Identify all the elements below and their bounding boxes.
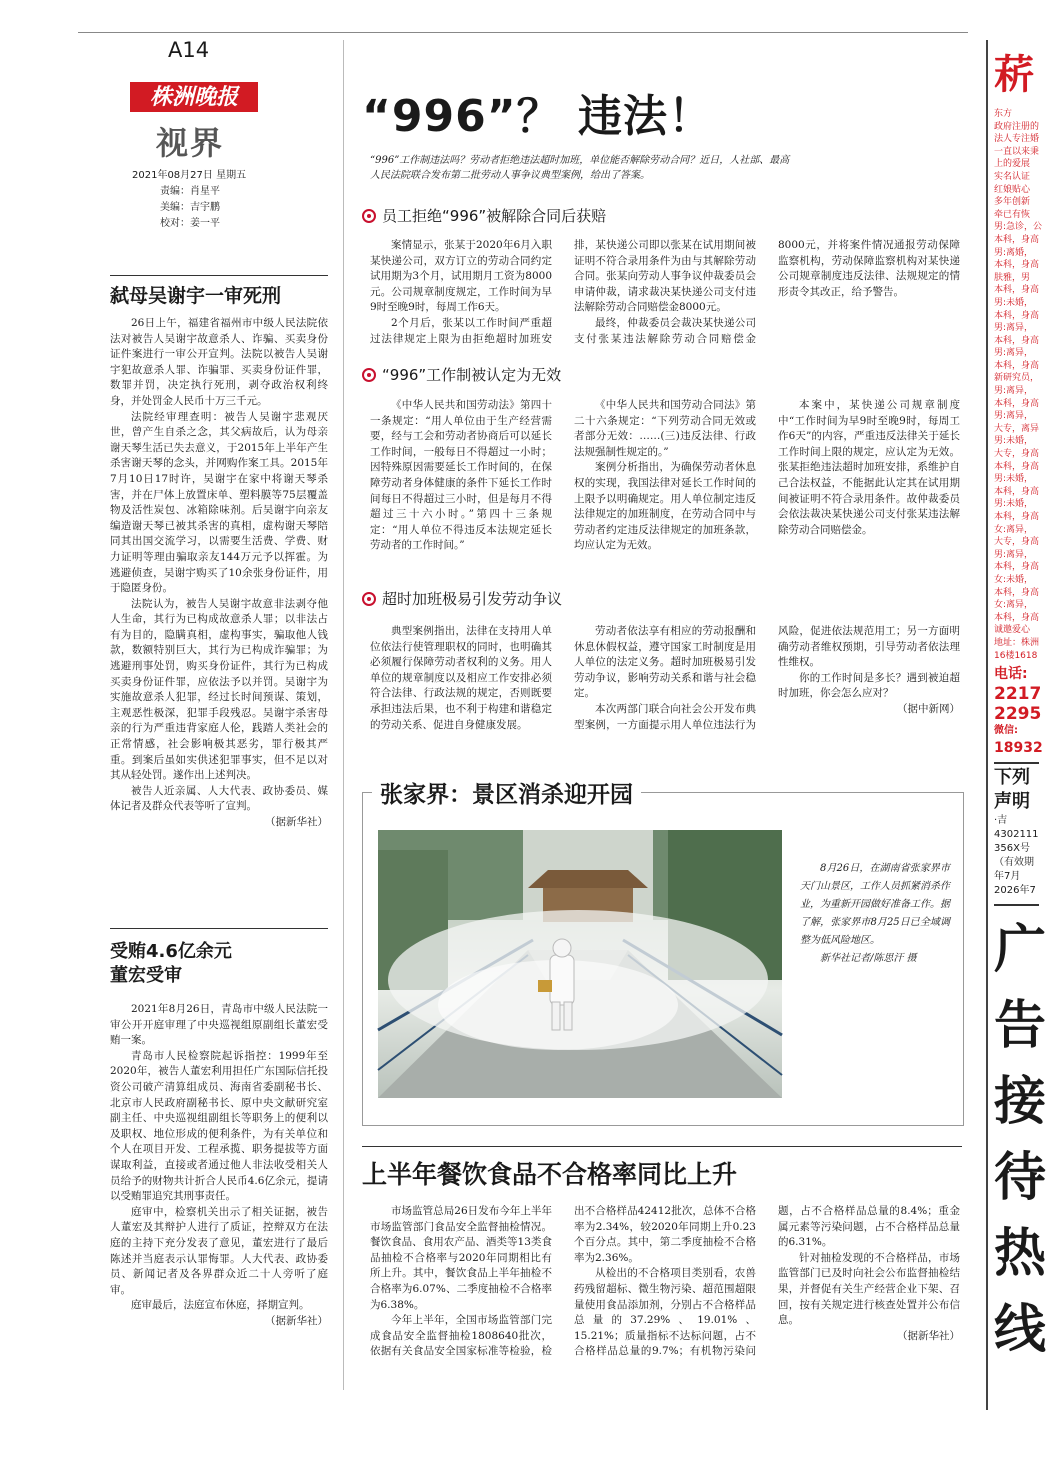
sidebar-line: 16楼1618 — [994, 650, 1038, 661]
paragraph: 案例分析指出，为确保劳动者休息权的实现，我国法律对延长工作时间的上限予以明确规定。用人单位制定违反法律规定的加班制度，在劳动合同中与劳动者约定违反法律规定的加班条款，均应认定为无效。 — [574, 461, 756, 552]
paragraph: 被告人近亲属、人大代表、政协委员、媒体记者及群众代表等听了宣判。 — [110, 784, 328, 813]
paragraph: 《中华人民共和国劳动法》第四十一条规定：“用人单位由于生产经营需要，经与工会和劳动者协商后可以延长工作时间，一般每日不得超过一小时；因特殊原因需要延长工作时间的，在保障劳动者身体健康的条件下延长工作时间每日不得超过三小时，但是每月不得超过三十六小时。”第四十三条规定：“用人单位不得违反本法规定延长劳动者的工作时间。” — [370, 399, 552, 552]
notice-line: 4302111 — [994, 829, 1039, 841]
paragraph: 法院认为，被告人吴谢宇故意非法剥夺他人生命，其行为已构成故意杀人罪；以非法占有为目的，隐瞒真相，虚构事实，骗取他人钱款，数额特别巨大，其行为已构成诈骗罪；为逃避刑事处罚，购买身份证件，其行为已构成买卖身份证件罪，应依法予以并罚。吴谢宇为实施故意杀人犯罪，经过长时间预谋、策划，主观恶性极深，犯罪手段残忍。吴谢宇杀害母亲的行为严重违背家庭人伦，践踏人类社会的正常情感，社会影响极其恶劣，罪行极其严重。到案后虽如实供述犯罪事实，但不足以对其从轻处罚。遂作出上述判决。 — [110, 597, 328, 782]
notice-line: 356X号 — [994, 843, 1030, 855]
sidebar-line: 男:未婚， — [994, 436, 1034, 447]
article-source: （据新华社） — [265, 1314, 328, 1327]
sidebar-line: 红娘贴心 — [994, 184, 1031, 195]
paragraph: 今年上半年，全国市场监管部门完成食品安全监督抽检1808640批次，依据有关食品安全国家标准等检验，检出不合格样品42412批次，总体不合格率为2.34%，较2020年同期上升0.23个百分点。其中，第二季度抽检不合格率为2.36%。 — [370, 1205, 756, 1358]
sidebar-line: 上的爱展 — [994, 159, 1031, 170]
notice-line: ·吉 — [994, 815, 1008, 827]
title-line: 董宏受审 — [110, 965, 182, 986]
sidebar-line: 大专，身高 — [994, 537, 1040, 548]
paragraph: 2个月后，张某以工作时间严重超过法律规定上限为由拒绝超时加班安排，某快递公司即以张某在试用期间被证明不符合录用条件为由与其解除劳动合同。张某向劳动人事争议仲裁委员会申请仲裁，请求裁决某快递公司支付违法解除劳动合同赔偿金8000元。 — [370, 239, 756, 345]
sidebar-line: 法人专注婚 — [994, 134, 1040, 145]
article-wu-title: 弑母吴谢宇一审死刑 — [110, 285, 282, 307]
paragraph: 最终，仲裁委员会裁决某快递公司支付张某违法解除劳动合同赔偿金8000元，并将案件情况通报劳动保障监察机构，劳动保障监察机构对某快递公司规章制度违反法律、法规规定的情形责令其改正，给予警告。 — [574, 239, 960, 345]
paragraph: 法院经审理查明：被告人吴谢宇悲观厌世，曾产生自杀之念，其父病故后，认为母亲谢天琴生活已失去意义，于2015年上半年产生杀害谢天琴的念头，并网购作案工具。2015年7月10日17时许，吴谢宇在家中将谢天琴杀害，并在尸体上放置床单、塑料膜等75层覆盖物及活性炭包、冰箱除味剂。后吴谢宇向亲友编造谢天琴已被其杀害的真相，虚构谢天琴陪同其出国交流学习，以需要生活费、学费、财力证明等理由骗取亲友144万元予以挥霍。为逃避侦查，吴谢宇购买了10余张身份证件，用于隐匿身份。 — [110, 410, 328, 595]
sidebar-line: 女:离异， — [994, 524, 1034, 535]
sidebar-line: 本科，身高 — [994, 234, 1040, 245]
paragraph: 2021年8月26日，青岛市中级人民法院一审公开开庭审理了中央巡视组原副组长董宏受贿一案。 — [110, 1003, 328, 1047]
page-number: A14 — [168, 38, 210, 62]
phone-number: 2217 — [994, 684, 1042, 705]
paragraph: 案情显示，张某于2020年6月入职某快递公司，双方订立的劳动合同约定试用期为3个月，试用期月工资为8000元。公司规章制度规定，工作时间为早9时至晚9时，每周工作6天。 — [370, 239, 552, 314]
section-body — [370, 398, 960, 573]
sidebar-line: 诚邀爱心 — [994, 625, 1031, 636]
sidebar-line: 男:未婚， — [994, 297, 1034, 308]
ad-banner-char: 告 — [994, 996, 1046, 1057]
editor-credit: 责编：肖星平 — [160, 186, 220, 197]
section-title: 视界 — [156, 124, 225, 162]
paragraph: 典型案例指出，法律在支持用人单位依法行使管理职权的同时，也明确其必须履行保障劳动者权利的义务。用人单位的规章制度以及相应工作安排必须符合法律、行政法规的规定，否则既要承担违法后果，也不利于构建和谐稳定的劳动关系、促进自身健康发展。 — [370, 625, 552, 731]
sidebar-matchmaking-list — [994, 108, 1043, 662]
section-body — [370, 238, 960, 348]
sidebar-line: 本科，身高 — [994, 512, 1040, 522]
sidebar-line: 大专，身高 — [994, 449, 1040, 460]
phone-label: 电话: — [994, 666, 1028, 683]
sidebar-line: 男:离异， — [994, 323, 1034, 334]
sidebar-line: 男:未婚， — [994, 474, 1034, 485]
sidebar-line: 女:未婚， — [994, 574, 1034, 585]
notice-title-line: 声明 — [994, 791, 1030, 813]
sidebar-line: 本科，身高 — [994, 260, 1040, 271]
disinfection-scene-illustration — [378, 830, 782, 1098]
paragraph: 本次两部门联合向社会公开发布典型案例，一方面提示用人单位违法行为风险，促进依法规范用工；另一方面明确劳动者维权预期，引导劳动者依法理性维权。 — [574, 625, 960, 731]
notice-title — [994, 766, 1039, 814]
sidebar-line: 新研究员， — [994, 373, 1040, 384]
caption-text: 8月26日，在湖南省张家界市天门山景区，工作人员抓紧消杀作业，为重新开园做好准备工作。据了解，张家界市8月25日已全域调整为低风险地区。 — [800, 863, 950, 946]
section-bullet-icon — [362, 592, 376, 606]
section-heading — [362, 205, 606, 226]
paper-logo: 株洲晚报 — [130, 82, 258, 112]
photo-story-title: 张家界：景区消杀迎开园 — [372, 776, 641, 809]
ad-banner-char: 热 — [994, 1224, 1046, 1285]
paragraph: 26日上午，福建省福州市中级人民法院依法对被告人吴谢宇故意杀人、诈骗、买卖身份证件案进行一审公开宣判。法院以被告人吴谢宇犯故意杀人罪、诈骗罪、买卖身份证件罪，数罪并罚，决定执行死刑，剥夺政治权利终身，并处罚金人民币十万三千元。 — [110, 317, 328, 407]
sidebar-line: 肤雅，男 — [994, 272, 1031, 283]
sidebar-line: 东方 — [994, 109, 1013, 119]
paragraph: 从检出的不合格项目类别看，农兽药残留超标、微生物污染、超范围超限量使用食品添加剂，分别占不合格样品总量的37.29%、19.01%、15.21%；质量指标不达标问题，占不合格样品总量的9.7%；有机物污染问题，占不合格样品总量的8.4%；重金属元素等污染问题，占不合格样品总量的6.31%。 — [574, 1205, 960, 1358]
section-bullet-icon — [362, 209, 376, 223]
ad-banner-char: 接 — [994, 1072, 1046, 1133]
sidebar-line: 一直以来秉 — [994, 146, 1040, 157]
sidebar-line: 男:未婚， — [994, 499, 1034, 510]
sidebar-line: 地址：株洲 — [994, 637, 1040, 648]
designer-credit: 美编：吉宇鹏 — [160, 202, 220, 213]
article-996-title: “996”？ 违法！ — [362, 91, 713, 142]
section-heading — [362, 588, 562, 609]
sidebar-line: 本科，身高 — [994, 612, 1040, 623]
photo-caption — [800, 860, 950, 968]
proof-credit: 校对：姜一平 — [160, 218, 220, 229]
sidebar-line: 本科，身高 — [994, 587, 1040, 598]
sidebar-line: 本科，身高 — [994, 285, 1040, 296]
sidebar-big-char: 菥 — [994, 51, 1034, 98]
article-dong-body — [110, 1002, 328, 1329]
ad-banner-char: 线 — [994, 1300, 1046, 1361]
sidebar-line: 本科，身高 — [994, 310, 1040, 321]
paragraph: 本案中，某快递公司规章制度中“工作时间为早9时至晚9时，每周工作6天”的内容，严重违反法律关于延长工作时间上限的规定，应认定为无效。张某拒绝违法超时加班安排，系维护自己合法权益，不能据此认定其在试用期间被证明不符合录用条件。故仲裁委员会依法裁决某快递公司支付张某违法解除劳动合同赔偿金。 — [778, 399, 960, 536]
issue-date: 2021年08月27日 星期五 — [132, 170, 247, 181]
article-source: （据新华社） — [265, 816, 328, 828]
photo-credit: 新华社记者/陈思汗 摄 — [820, 953, 917, 964]
article-food-body — [370, 1204, 960, 1384]
notice-line: 年7月 — [994, 871, 1021, 883]
section-body — [370, 624, 960, 749]
wechat-number: 18932 — [994, 740, 1043, 757]
paragraph: 你的工作时间是多长？遇到被迫超时加班，你会怎么应对？ — [778, 671, 960, 700]
article-996-lead: “996”工作制违法吗？劳动者拒绝违法超时加班，单位能否解除劳动合同？近日，人社部、最高人民法院联合发布第二批劳动人事争议典型案例，给出了答案。 — [370, 155, 790, 181]
notice-body — [994, 814, 1039, 898]
sidebar-line: 本科，身高 — [994, 461, 1040, 472]
sidebar-line: 男:离婚， — [994, 247, 1034, 258]
sidebar-line: 男:急诊，公 — [994, 222, 1043, 233]
sidebar-line: 实名认证 — [994, 171, 1031, 182]
paragraph: 针对抽检发现的不合格样品，市场监管部门已及时向社会公布监督抽检结果，并督促有关生产经营企业下架、召回，按有关规定进行核查处置并公布信息。 — [778, 1251, 960, 1327]
title-line: 受贿4.6亿余元 — [110, 941, 232, 962]
paragraph: 青岛市人民检察院起诉指控：1999年至2020年，被告人董宏利用担任广东国际信托投资公司破产清算组成员、海南省委副秘书长、北京市人民政府副秘书长、原中央文献研究室副主任、中央巡视组副组长等职务上的便利以及职权、地位形成的便利条件，为有关单位和个人在项目开发、工程承揽、职务提拔等方面谋取利益，直接或者通过他人非法收受相关人员给予的财物共计折合人民币4.6亿余元，提请以受贿罪追究其刑事责任。 — [110, 1049, 328, 1203]
section-heading-text: 员工拒绝“996”被解除合同后获赔 — [382, 207, 607, 225]
paragraph: 《中华人民共和国劳动合同法》第二十六条规定：“下列劳动合同无效或者部分无效：……(三)违反法律、行政法规强制性规定的。” — [574, 399, 756, 458]
section-heading-text: 超时加班极易引发劳动争议 — [382, 590, 563, 608]
article-food-title: 上半年餐饮食品不合格率同比上升 — [362, 1160, 738, 1189]
paragraph: 庭审最后，法庭宣布休庭，择期宣判。 — [131, 1299, 310, 1312]
sidebar-line: 男:离异， — [994, 411, 1034, 422]
notice-title-line: 下列 — [994, 767, 1030, 789]
section-bullet-icon — [362, 368, 376, 382]
article-wu-body — [110, 316, 328, 831]
sidebar-line: 牵已有恢 — [994, 209, 1031, 220]
sidebar-line: 大专，离异 — [994, 423, 1040, 434]
sidebar-line: 男:离异， — [994, 386, 1034, 397]
article-dong-title — [110, 940, 232, 988]
ad-hotline-banner — [994, 904, 1046, 1368]
ad-banner-char: 广 — [994, 920, 1046, 981]
paragraph: 庭审中，检察机关出示了相关证据，被告人董宏及其辩护人进行了质证，控辩双方在法庭的主持下充分发表了意见，董宏进行了最后陈述并当庭表示认罪悔罪。人大代表、政协委员、新闻记者及各界群众近二十人旁听了庭审。 — [110, 1205, 328, 1296]
ad-banner-char: 待 — [994, 1148, 1046, 1209]
sidebar-line: 政府注册的 — [994, 121, 1040, 132]
section-heading — [362, 364, 561, 385]
paragraph: 市场监管总局26日发布今年上半年市场监管部门食品安全监督抽检情况。餐饮食品、食用农产品、酒类等13类食品抽检不合格率与2020年同期相比有所上升。其中，餐饮食品上半年抽检不合格率为6.07%、二季度抽检不合格率为6.38%。 — [370, 1205, 552, 1311]
notice-line: （有效期 — [994, 857, 1034, 869]
wechat-label: 微信: — [994, 725, 1018, 737]
sidebar-ad — [994, 42, 1046, 1412]
sidebar-line: 多年创新 — [994, 197, 1031, 208]
sidebar-line: 本科，身高 — [994, 335, 1040, 346]
sidebar-line: 本科，身高 — [994, 562, 1040, 573]
sidebar-line: 本科，身高 — [994, 360, 1040, 371]
section-heading-text: “996”工作制被认定为无效 — [382, 366, 562, 384]
sidebar-line: 男:离异， — [994, 348, 1034, 359]
sidebar-line: 本科，身高 — [994, 486, 1040, 497]
article-source: （据中新网） — [897, 702, 960, 715]
paragraph: 劳动者依法享有相应的劳动报酬和休息休假权益，遵守国家工时制度是用人单位的法定义务。超时加班极易引发劳动争议，影响劳动关系和谐与社会稳定。 — [574, 625, 756, 700]
masthead-info — [132, 168, 246, 232]
photo-story-image — [378, 830, 782, 1098]
notice-line: 2026年7 — [994, 885, 1036, 897]
sidebar-line: 男:离异， — [994, 549, 1034, 560]
article-source: （据新华社） — [897, 1329, 960, 1342]
phone-number: 2295 — [994, 704, 1042, 725]
sidebar-line: 女:离异， — [994, 600, 1034, 611]
sidebar-line: 本科，身高 — [994, 398, 1040, 409]
